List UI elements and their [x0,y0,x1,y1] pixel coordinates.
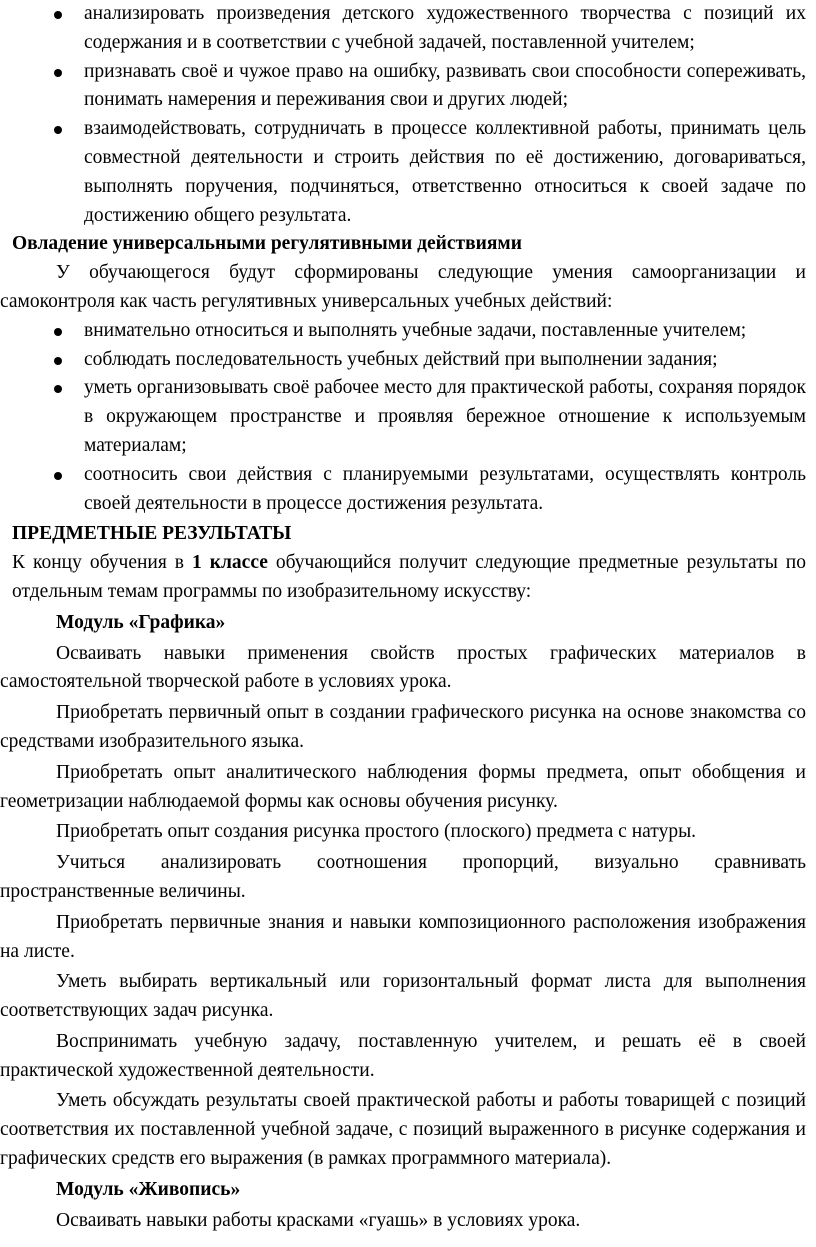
module-graphics-item: Уметь выбирать вертикальный или горизонтальный формат листа для выполнения соответствующих задач рисунка. [0,971,806,1022]
module-graphics-item: Приобретать опыт создания рисунка простого (плоского) предмета с натуры. [56,821,697,843]
list-item-text: признавать своё и чужое право на ошибку, развивать свои способности сопереживать, понимать намерения и переживания свои и других людей; [84,60,806,111]
module-graphics-item: Учиться анализировать соотношения пропорций, визуально сравнивать пространственные величины. [0,852,806,902]
module-painting-title: Модуль «Живопись» [56,1178,241,1200]
list-item [0,115,806,230]
bullet-icon [54,385,62,393]
list-item-text: внимательно относиться и выполнять учебные задачи, поставленные учителем; [84,319,747,341]
top-bullet-list [0,0,806,230]
list-item-text: взаимодействовать, сотрудничать в процессе коллективной работы, принимать цель совместной деятельности и строить действия по её достижению, договариваться, выполнять поручения, подчиняться, ответственно относиться к своей задаче по достижению общего результата. [84,118,806,226]
list-item-text: соблюдать последовательность учебных действий при выполнении задания; [84,348,718,370]
bullet-icon [54,69,62,77]
regulative-bullet-list [0,317,806,519]
bullet-icon [54,328,62,336]
bullet-icon [54,126,62,134]
module-graphics-item: Приобретать первичные знания и навыки композиционного расположения изображения на листе. [0,911,806,962]
module-graphics-item: Уметь обсуждать результаты своей практической работы и работы товарищей с позиций соответствия их поставленной учебной задаче, с позиций выраженного в рисунке содержания и графических средств его выражения (в рамках программного материала). [0,1090,806,1170]
subject-results-intro [0,549,806,607]
subject-results-heading: ПРЕДМЕТНЫЕ РЕЗУЛЬТАТЫ [12,523,292,545]
module-graphics-item: Приобретать первичный опыт в создании графического рисунка на основе знакомства со средствами изобразительного языка. [0,702,806,752]
module-graphics-item: Приобретать опыт аналитического наблюдения формы предмета, опыт обобщения и геометризации наблюдаемой формы как основы обучения рисунку. [0,761,806,812]
module-graphics-item: Воспринимать учебную задачу, поставленную учителем, и решать её в своей практической художественной деятельности. [0,1030,806,1081]
module-graphics-title: Модуль «Графика» [56,611,226,633]
module-painting-item: Осваивать навыки работы красками «гуашь» в условиях урока. [56,1209,581,1231]
list-item [0,346,806,375]
list-item [0,374,806,460]
bullet-icon [54,357,62,365]
intro-grade: 1 классе [192,552,268,574]
list-item [0,461,806,519]
list-item-text: соотносить свои действия с планируемыми результатами, осуществлять контроль своей деятельности в процессе достижения результата. [84,463,806,514]
intro-text-end: обучающийся получит следующие предметные результаты по отдельным темам программы по изобразительному искусству: [12,552,806,602]
list-item-text: уметь организовывать своё рабочее место для практической работы, сохраняя порядок в окружающем пространстве и проявляя бережное отношение к используемым материалам; [84,377,806,456]
bullet-icon [54,472,62,480]
regulative-heading: Овладение универсальными регулятивными действиями [12,233,522,255]
intro-text-start: К концу обучения в [12,552,193,574]
list-item [0,317,806,346]
list-item [0,58,806,116]
list-item [0,0,806,58]
regulative-intro: У обучающегося будут сформированы следующие умения самоорганизации и самоконтроля как часть регулятивных универсальных учебных действий: [0,262,806,312]
module-graphics-item: Осваивать навыки применения свойств простых графических материалов в самостоятельной творческой работе в условиях урока. [0,642,806,693]
list-item-text: анализировать произведения детского художественного творчества с позиций их содержания и в соответствии с учебной задачей, поставленной учителем; [84,3,806,53]
bullet-icon [54,11,62,19]
